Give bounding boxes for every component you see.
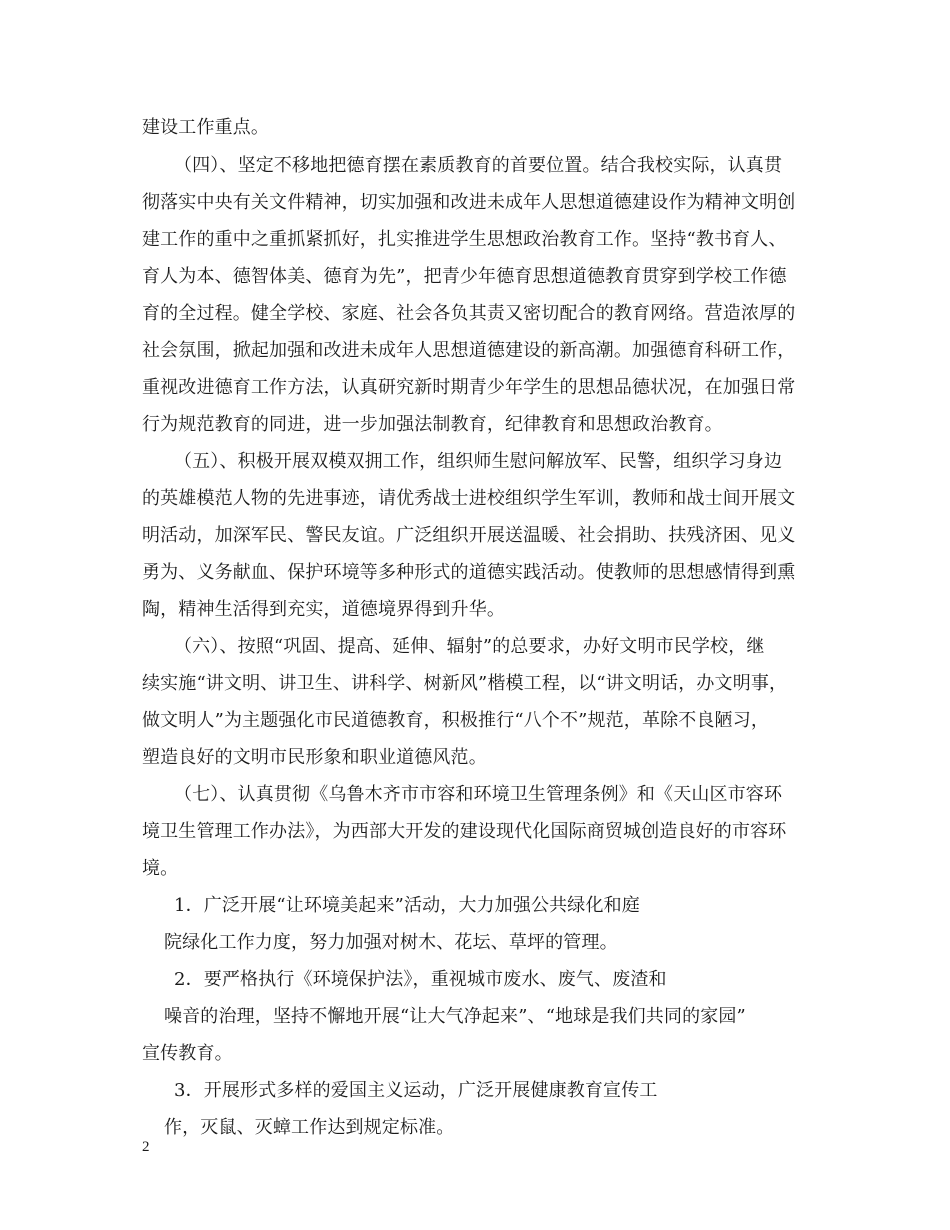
list-item-3-continuation: 作，灭鼠、灭蟑工作达到规定标准。 [164, 1117, 455, 1138]
text-line: 明活动，加深军民、警民友谊。广泛组织开展送温暖、社会捐助、扶残济困、见义 [142, 525, 796, 546]
paragraph-5-heading-line: （五）、积极开展双模双拥工作，组织师生慰问解放军、民警，组织学习身边 [174, 451, 783, 472]
list-item-2-line: 2．要严格执行《环境保护法》，重视城市废水、废气、废渣和 [174, 969, 667, 990]
text-line: 做文明人”为主题强化市民道德教育，积极推行“八个不”规范，革除不良陋习， [142, 710, 770, 731]
text-line: 塑造良好的文明市民形象和职业道德风范。 [142, 747, 487, 768]
text-line: 的英雄模范人物的先进事迹，请优秀战士进校组织学生军训，教师和战士间开展文 [142, 488, 796, 509]
text-line: 育人为本、德智体美、德育为先”，把青少年德育思想道德教育贯穿到学校工作德 [142, 266, 787, 287]
paragraph-7-heading-line: （七）、认真贯彻《乌鲁木齐市市容和环境卫生管理条例》和《天山区市容环 [174, 784, 783, 805]
paragraph-6-heading-line: （六）、按照“巩固、提高、延伸、辐射”的总要求，办好文明市民学校，继 [174, 636, 765, 657]
list-item-2-continuation: 噪音的治理，坚持不懈地开展“让大气净起来”、“地球是我们共同的家园” [164, 1006, 746, 1027]
page-number: 2 [142, 1139, 150, 1155]
text-line: 陶，精神生活得到充实，道德境界得到升华。 [142, 599, 505, 620]
paragraph-4-heading-line: （四）、坚定不移地把德育摆在素质教育的首要位置。结合我校实际，认真贯 [174, 155, 783, 176]
list-item-1-continuation: 院绿化工作力度，努力加强对树木、花坛、草坪的管理。 [164, 932, 618, 953]
text-line: 彻落实中央有关文件精神，切实加强和改进未成年人思想道德建设作为精神文明创 [142, 192, 796, 213]
text-line: 社会氛围，掀起加强和改进未成年人思想道德建设的新高潮。加强德育科研工作， [142, 340, 796, 361]
text-line: 续实施“讲文明、讲卫生、讲科学、树新风”楷模工程，以“讲文明话，办文明事， [142, 673, 788, 694]
text-line: 建设工作重点。 [142, 117, 270, 138]
list-item-3-line: 3．开展形式多样的爱国主义运动，广泛开展健康教育宣传工 [174, 1080, 658, 1101]
text-line: 育的全过程。健全学校、家庭、社会各负其责又密切配合的教育网络。营造浓厚的 [142, 303, 796, 324]
text-line: 境卫生管理工作办法》，为西部大开发的建设现代化国际商贸城创造良好的市容环 [142, 821, 787, 842]
text-line: 境。 [142, 858, 179, 879]
text-line: 建工作的重中之重抓紧抓好，扎实推进学生思想政治教育工作。坚持“教书育人、 [142, 229, 787, 250]
text-line: 勇为、义务献血、保护环境等多种形式的道德实践活动。使教师的思想感情得到熏 [142, 562, 796, 583]
text-line: 行为规范教育的同进，进一步加强法制教育，纪律教育和思想政治教育。 [142, 414, 723, 435]
list-item-2-continuation: 宣传教育。 [142, 1043, 233, 1064]
text-line: 重视改进德育工作方法，认真研究新时期青少年学生的思想品德状况，在加强日常 [142, 377, 796, 398]
list-item-1-line: 1．广泛开展“让环境美起来”活动，大力加强公共绿化和庭 [174, 895, 640, 916]
